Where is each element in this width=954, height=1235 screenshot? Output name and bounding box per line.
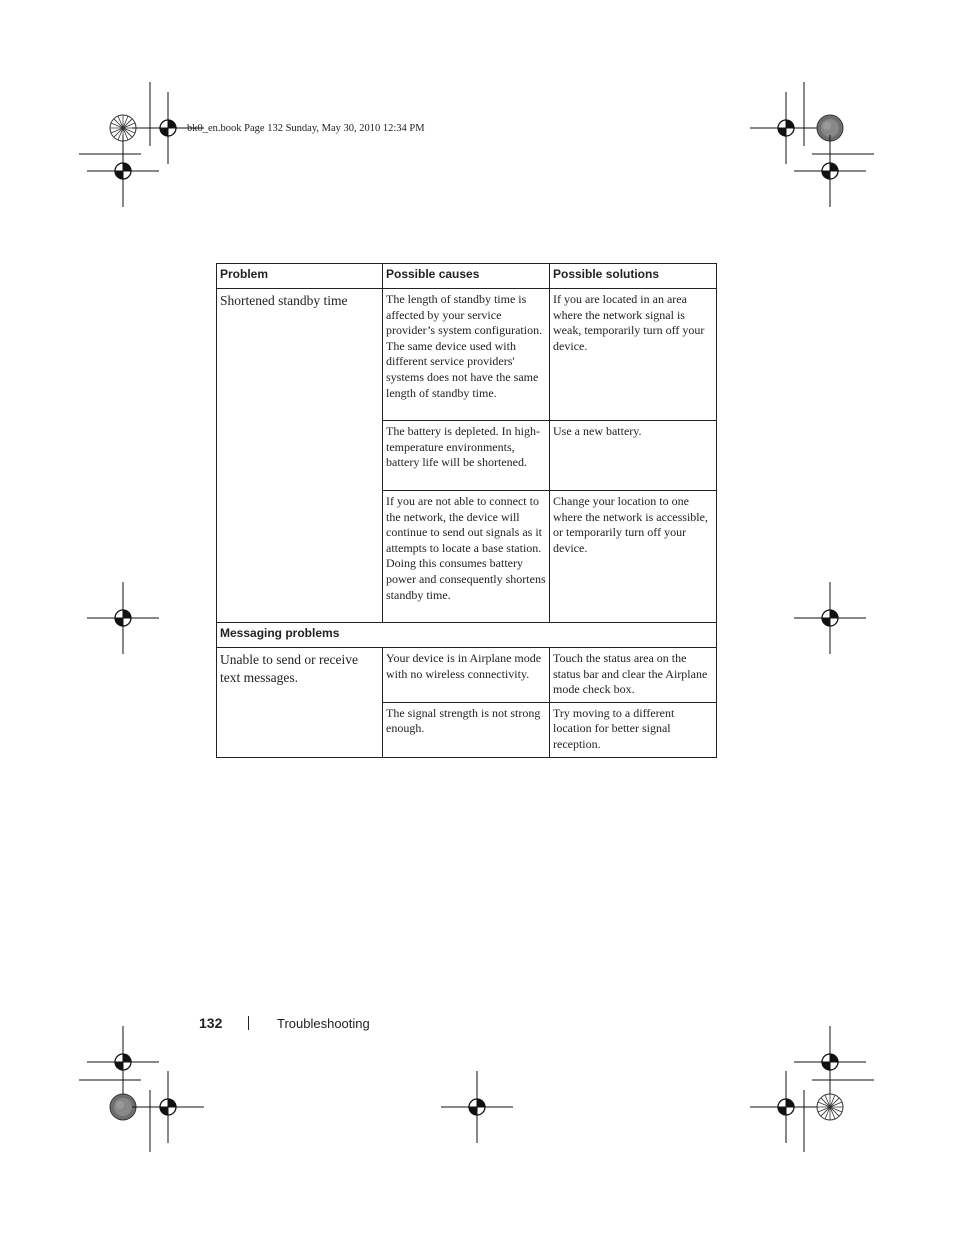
crosshair-icon xyxy=(441,1071,513,1143)
crosshair-icon xyxy=(132,1071,204,1143)
crosshair-icon xyxy=(87,135,159,207)
column-header-causes: Possible causes xyxy=(383,264,550,289)
problem-cell: Shortened standby time xyxy=(217,289,383,623)
footer-section-title: Troubleshooting xyxy=(277,1016,370,1031)
file-info-header: bk0_en.book Page 132 Sunday, May 30, 2010 12:34 PM xyxy=(187,123,425,134)
solution-cell: Use a new battery. xyxy=(550,421,717,491)
section-heading: Messaging problems xyxy=(217,623,717,648)
solution-cell: Touch the status area on the status bar and clear the Airplane mode check box. xyxy=(550,648,717,703)
solution-cell: If you are located in an area where the network signal is weak, temporarily turn off your device. xyxy=(550,289,717,421)
section-heading-row xyxy=(217,623,717,648)
registration-wheel-icon xyxy=(817,1094,843,1120)
problem-cell: Unable to send or receive text messages. xyxy=(217,648,383,758)
crosshair-icon xyxy=(794,1026,866,1098)
cause-cell: The signal strength is not strong enough. xyxy=(383,702,550,757)
cause-cell: Your device is in Airplane mode with no wireless connectivity. xyxy=(383,648,550,703)
column-header-solutions: Possible solutions xyxy=(550,264,717,289)
crosshair-icon xyxy=(750,1071,822,1143)
page-number: 132 xyxy=(199,1015,223,1031)
table-row xyxy=(217,289,717,421)
crosshair-icon xyxy=(794,582,866,654)
table-header-row xyxy=(217,264,717,289)
solution-cell: Change your location to one where the network is accessible, or temporarily turn off your device. xyxy=(550,491,717,623)
crosshair-icon xyxy=(87,582,159,654)
crosshair-icon xyxy=(794,135,866,207)
footer-divider xyxy=(248,1016,249,1030)
crosshair-icon xyxy=(750,92,822,164)
column-header-problem: Problem xyxy=(217,264,383,289)
crosshair-icon xyxy=(87,1026,159,1098)
troubleshooting-table xyxy=(216,263,717,758)
cause-cell: If you are not able to connect to the network, the device will continue to send out signals as it attempts to locate a base station. Doing this consumes battery power and consequently shortens standby time. xyxy=(383,491,550,623)
cause-cell: The battery is depleted. In high-temperature environments, battery life will be shortened. xyxy=(383,421,550,491)
table-row xyxy=(217,648,717,703)
solution-cell: Try moving to a different location for better signal reception. xyxy=(550,702,717,757)
cause-cell: The length of standby time is affected by your service provider’s system configuration. The same device used with different service providers' systems does not have the same length of standby time. xyxy=(383,289,550,421)
